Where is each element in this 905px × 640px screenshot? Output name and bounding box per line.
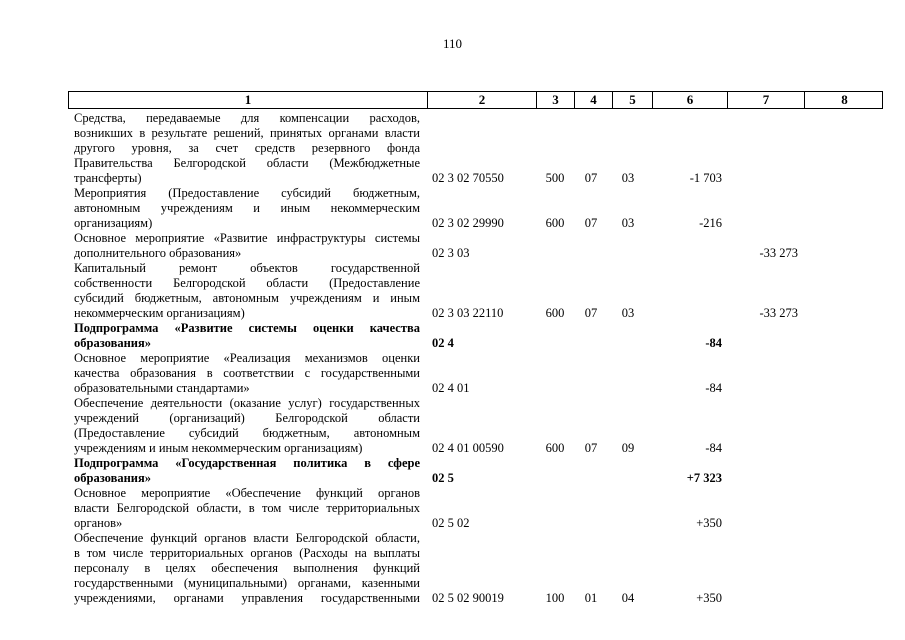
budget-code: 02 4 01 00590 <box>432 441 504 455</box>
subsection: 03 <box>621 216 635 230</box>
amount-col6: -84 <box>705 441 722 455</box>
description-line: Мероприятия (Предоставление субсидий бюджетным, <box>74 186 420 200</box>
description-line: Основное мероприятие «Развитие инфраструктуры системы <box>74 231 420 245</box>
budget-code: 02 3 03 22110 <box>432 306 504 320</box>
row-description <box>74 456 420 486</box>
table-header <box>68 91 883 109</box>
budget-code: 02 3 03 <box>432 246 470 260</box>
subsection: 09 <box>621 441 635 455</box>
description-line: власти Белгородской области, в том числе территориальных <box>74 501 420 515</box>
amount-col6: +7 323 <box>686 471 722 485</box>
description-line: учреждениями, органами управления государственными <box>74 591 420 605</box>
header-col-4: 4 <box>574 92 612 108</box>
amount-col6: -84 <box>705 336 722 350</box>
description-line: качества образования в соответствии с государственными <box>74 366 420 380</box>
description-line: Основное мероприятие «Обеспечение функций органов <box>74 486 420 500</box>
amount-col6: -1 703 <box>689 171 722 185</box>
description-line: автономным учреждениям и иным некоммерческим <box>74 201 420 215</box>
description-line: образования» <box>74 471 152 485</box>
budget-code: 02 4 <box>432 336 454 350</box>
section: 07 <box>584 306 598 320</box>
description-line: органов» <box>74 516 123 530</box>
header-col-2: 2 <box>427 92 536 108</box>
section: 07 <box>584 171 598 185</box>
description-line: трансферты) <box>74 171 142 185</box>
description-line: Обеспечение деятельности (оказание услуг) государственных <box>74 396 420 410</box>
subsection: 04 <box>621 591 635 605</box>
description-line: Средства, передаваемые для компенсации расходов, <box>74 111 420 125</box>
header-col-6: 6 <box>652 92 727 108</box>
expense-type: 100 <box>545 591 565 605</box>
header-col-8: 8 <box>804 92 884 108</box>
description-line: Обеспечение функций органов власти Белгородской области, <box>74 531 420 545</box>
description-line: образования» <box>74 336 152 350</box>
amount-col7: -33 273 <box>759 246 798 260</box>
description-line: в том числе территориальных органов (Расходы на выплаты <box>74 546 420 560</box>
description-line: субсидий бюджетным, автономным учреждениям и иным <box>74 291 420 305</box>
expense-type: 600 <box>545 306 565 320</box>
row-description <box>74 321 420 351</box>
description-line: образовательными стандартами» <box>74 381 250 395</box>
amount-col7: -33 273 <box>759 306 798 320</box>
description-line: (Предоставление субсидий бюджетным, автономным <box>74 426 420 440</box>
budget-code: 02 3 02 29990 <box>432 216 504 230</box>
row-description <box>74 351 420 396</box>
header-col-7: 7 <box>727 92 804 108</box>
description-line: организациям) <box>74 216 153 230</box>
subsection: 03 <box>621 171 635 185</box>
expense-type: 600 <box>545 441 565 455</box>
amount-col6: -216 <box>699 216 722 230</box>
budget-code: 02 3 02 70550 <box>432 171 504 185</box>
budget-code: 02 5 <box>432 471 454 485</box>
subsection: 03 <box>621 306 635 320</box>
description-line: Подпрограмма «Развитие системы оценки качества <box>74 321 420 335</box>
row-description <box>74 111 420 186</box>
description-line: Правительства Белгородской области (Межбюджетные <box>74 156 420 170</box>
expense-type: 600 <box>545 216 565 230</box>
row-description <box>74 486 420 531</box>
description-line: другого уровня, за счет средств резервного фонда <box>74 141 420 155</box>
page-number: 110 <box>442 36 463 51</box>
description-line: возникших в результате решений, принятых органами власти <box>74 126 420 140</box>
description-line: Подпрограмма «Государственная политика в сфере <box>74 456 420 470</box>
description-line: Основное мероприятие «Реализация механизмов оценки <box>74 351 420 365</box>
budget-code: 02 4 01 <box>432 381 470 395</box>
header-col-3: 3 <box>536 92 574 108</box>
section: 07 <box>584 216 598 230</box>
row-description <box>74 261 420 321</box>
amount-col6: +350 <box>696 516 722 530</box>
expense-type: 500 <box>545 171 565 185</box>
description-line: Капитальный ремонт объектов государственной <box>74 261 420 275</box>
section: 01 <box>584 591 598 605</box>
row-description <box>74 531 420 606</box>
row-description <box>74 186 420 231</box>
row-description <box>74 396 420 456</box>
header-col-1: 1 <box>244 92 252 107</box>
budget-code: 02 5 02 <box>432 516 470 530</box>
description-line: учреждениям и иным некоммерческим организациям) <box>74 441 363 455</box>
header-col-5: 5 <box>612 92 652 108</box>
description-line: дополнительного образования» <box>74 246 242 260</box>
description-line: собственности Белгородской области (Предоставление <box>74 276 420 290</box>
section: 07 <box>584 441 598 455</box>
description-line: некоммерческим организациям) <box>74 306 245 320</box>
description-line: персоналу в целях обеспечения выполнения функций <box>74 561 420 575</box>
description-line: учреждений (организаций) Белгородской области <box>74 411 420 425</box>
amount-col6: +350 <box>696 591 722 605</box>
description-line: государственными (муниципальными) органами, казенными <box>74 576 420 590</box>
row-description <box>74 231 420 261</box>
budget-code: 02 5 02 90019 <box>432 591 504 605</box>
amount-col6: -84 <box>705 381 722 395</box>
